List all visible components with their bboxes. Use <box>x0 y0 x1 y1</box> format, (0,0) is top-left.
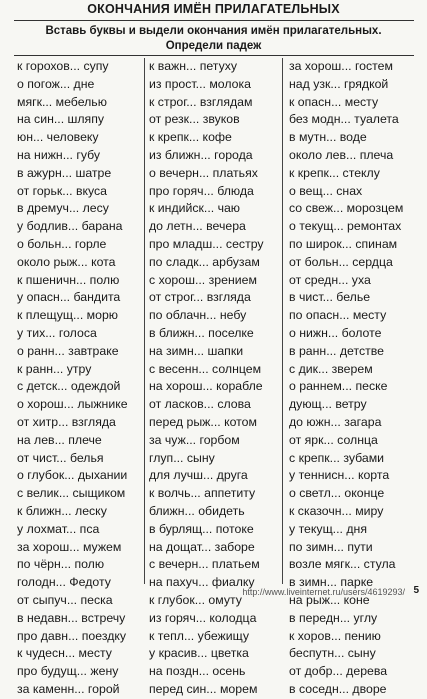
exercise-phrase: у текущ... дня <box>289 521 367 536</box>
exercise-phrase: у бодлив... барана <box>17 219 123 234</box>
exercise-phrase: из прост... молока <box>149 76 252 91</box>
exercise-phrase: у лохмат... пса <box>17 521 100 536</box>
exercise-phrase: о текущ... ремонтах <box>289 219 402 234</box>
exercise-phrase: мягк... мебелью <box>17 94 107 109</box>
exercise-phrase: из ближн... города <box>149 147 253 162</box>
exercise-phrase: о светл... оконце <box>289 486 385 501</box>
instruction-line-1: Вставь буквы и выдели окончания имён прилагательных. <box>45 25 382 37</box>
exercise-phrase: к волчь... аппетиту <box>149 486 256 501</box>
exercise-phrase: к индийск... чаю <box>149 201 241 216</box>
exercise-phrase: на дощат... заборе <box>149 539 255 554</box>
exercise-phrase: по облачн... небу <box>149 308 247 323</box>
exercise-phrase: до южн... загара <box>289 414 382 429</box>
exercise-phrase: о ранн... завтраке <box>17 343 119 358</box>
exercise-phrase: по зимн... пути <box>289 539 373 554</box>
exercise-phrase: к ранн... утру <box>17 361 92 376</box>
exercise-phrase: с вечерн... платьем <box>149 557 260 572</box>
exercise-phrase: к важн... петуху <box>149 59 238 73</box>
exercise-phrase: на нижн... губу <box>17 147 101 162</box>
exercise-phrase: ближн... обидеть <box>149 503 245 518</box>
exercise-phrase: к крепк... кофе <box>149 130 232 145</box>
exercise-phrase: к сказочн... миру <box>289 503 384 518</box>
exercise-phrase: на зимн... шапки <box>149 343 244 358</box>
exercise-phrase: про горяч... блюда <box>149 183 254 198</box>
exercise-phrase: по сладк... арбузам <box>149 254 260 269</box>
exercise-phrase: от чист... белья <box>17 450 104 465</box>
exercise-phrase: от ярк... солнца <box>289 432 378 447</box>
exercise-phrase: к тепл... убежищу <box>149 628 250 643</box>
exercise-phrase: перед син... морем <box>149 681 258 696</box>
exercise-phrase: к опасн... месту <box>289 94 379 109</box>
exercise-phrase: от сыпуч... песка <box>17 592 113 607</box>
exercise-phrase: с дик... зверем <box>289 361 373 376</box>
exercise-phrase: о нижн... болоте <box>289 325 382 340</box>
exercise-phrase: по широк... спинам <box>289 236 398 251</box>
source-url: http://www.liveinternet.ru/users/4619293/ <box>242 587 405 597</box>
header-rule <box>14 55 414 56</box>
exercise-phrase: в ближн... поселке <box>149 325 254 340</box>
exercise-phrase: у красив... цветка <box>149 646 249 661</box>
exercise-phrase: в чист... белье <box>289 290 371 305</box>
exercise-phrase: с детск... одеждой <box>17 379 121 394</box>
exercise-phrase: за хорош... гостем <box>289 59 393 73</box>
exercise-phrase: возле мягк... стула <box>289 557 396 572</box>
exercise-phrase: за чуж... горбом <box>149 432 240 447</box>
exercise-phrase: к плещущ... морю <box>17 308 119 323</box>
exercise-phrase: от строг... взгляда <box>149 290 251 305</box>
exercise-phrase: на поздн... осень <box>149 664 246 679</box>
exercise-phrase: о раннем... песке <box>289 379 388 394</box>
exercise-phrase: в ранн... детстве <box>289 343 384 358</box>
exercise-phrase: беспутн... сыну <box>289 646 376 661</box>
exercise-phrase: в передн... углу <box>289 610 378 625</box>
exercise-phrase: голодн... Федоту <box>17 575 111 590</box>
exercise-phrase: от ласков... слова <box>149 397 251 412</box>
exercise-phrase: с весенн... солнцем <box>149 361 262 376</box>
exercise-phrase: у теннисн... корта <box>289 468 390 483</box>
exercise-phrase: в зимн... парке <box>289 575 374 590</box>
exercise-phrase: о глубок... дыхании <box>17 468 128 483</box>
exercise-phrase: перед рыж... котом <box>149 414 257 429</box>
exercise-phrase: из горяч... колодца <box>149 610 257 625</box>
exercise-phrase: к строг... взглядам <box>149 94 253 109</box>
exercise-phrase: от добр... дерева <box>289 664 388 679</box>
exercise-phrase: о вещ... снах <box>289 183 363 198</box>
title-rule <box>14 20 414 21</box>
exercise-phrase: с велик... сыщиком <box>17 486 126 501</box>
exercise-phrase: к горохов... супу <box>17 59 109 73</box>
exercise-phrase: от хитр... взгляда <box>17 414 116 429</box>
exercise-phrase: к пшеничн... полю <box>17 272 120 287</box>
exercise-phrase: в недавн... встречу <box>17 610 126 625</box>
exercise-phrase: у тих... голоса <box>17 325 97 340</box>
exercise-phrase: на рыж... коне <box>289 592 370 607</box>
exercise-phrase: о хорош... лыжнике <box>17 397 128 412</box>
exercise-phrase: на син... шляпу <box>17 112 105 127</box>
exercise-phrase: с крепк... зубами <box>289 450 385 465</box>
exercise-phrase: от средн... уха <box>289 272 371 287</box>
exercise-phrase: по чёрн... полю <box>17 557 105 572</box>
exercise-phrase: в ажурн... шатре <box>17 165 112 180</box>
exercise-phrase: за хорош... мужем <box>17 539 122 554</box>
instruction <box>0 24 427 54</box>
exercise-phrase: к крепк... стеклу <box>289 165 380 180</box>
exercise-phrase: в мутн... воде <box>289 130 367 145</box>
exercise-phrase: про младш... сестру <box>149 236 264 251</box>
exercise-phrase: о вечерн... платьях <box>149 165 258 180</box>
column-2 <box>146 58 283 696</box>
column-1 <box>14 58 145 696</box>
exercise-phrase: к чудесн... месту <box>17 646 112 661</box>
exercise-phrase: на хорош... корабле <box>149 379 263 394</box>
exercise-phrase: за каменн... горой <box>17 681 120 696</box>
exercise-phrase: в дремуч... лесу <box>17 201 109 216</box>
exercise-phrase: со свеж... морозцем <box>289 201 404 216</box>
exercise-phrase: к ближн... леску <box>17 503 107 518</box>
exercise-phrase: над узк... грядкой <box>289 76 389 91</box>
exercise-phrase: дующ... ветру <box>289 397 367 412</box>
exercise-phrase: с хорош... зрением <box>149 272 257 287</box>
exercise-phrase: в соседн... дворе <box>289 681 387 696</box>
page-title: ОКОНЧАНИЯ ИМЁН ПРИЛАГАТЕЛЬНЫХ <box>87 2 340 16</box>
exercise-phrase: для лучш... друга <box>149 468 248 483</box>
exercise-phrase: около лев... плеча <box>289 147 394 162</box>
exercise-phrase: от горьк... вкуса <box>17 183 108 198</box>
exercise-phrase: к хоров... пению <box>289 628 381 643</box>
exercise-phrase: по опасн... месту <box>289 308 387 323</box>
page-number: 5 <box>413 585 419 596</box>
exercise-phrase: около рыж... кота <box>17 254 116 269</box>
exercise-phrase: о погож... дне <box>17 76 95 91</box>
exercise-phrase: в бурлящ... потоке <box>149 521 254 536</box>
exercise-phrase: на пахуч... фиалку <box>149 575 255 590</box>
exercise-phrase: про давн... поездку <box>17 628 127 643</box>
exercise-phrase: о больн... горле <box>17 236 107 251</box>
instruction-line-2: Определи падеж <box>165 40 262 52</box>
exercise-phrase: у опасн... бандита <box>17 290 121 305</box>
exercise-phrase: без модн... туалета <box>289 112 399 127</box>
exercise-phrase: юн... человеку <box>17 130 99 145</box>
exercise-phrase: к глубок... омуту <box>149 592 242 607</box>
exercise-phrase: от больн... сердца <box>289 254 393 269</box>
exercise-phrase: до летн... вечера <box>149 219 246 234</box>
exercise-phrase: про будущ... жену <box>17 664 119 679</box>
exercise-phrase: глуп... сыну <box>149 450 215 465</box>
exercise-phrase: на лев... плече <box>17 432 102 447</box>
exercise-phrase: от резк... звуков <box>149 112 240 127</box>
